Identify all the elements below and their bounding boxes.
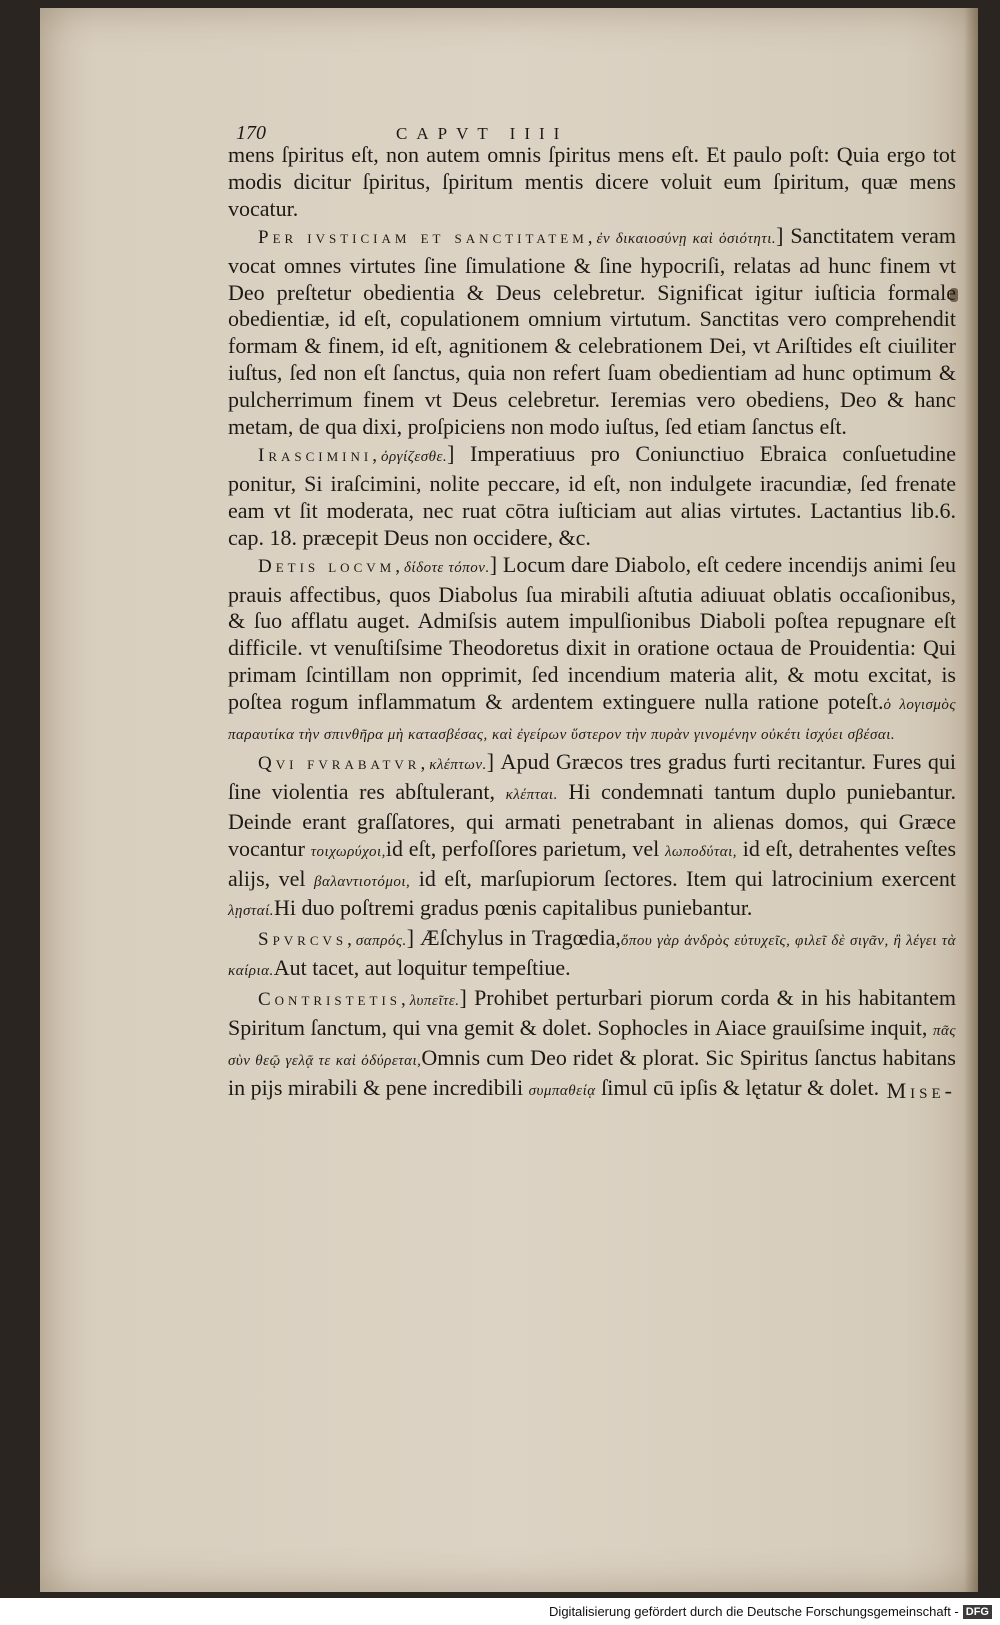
greek-text: λωποδύται, bbox=[664, 843, 738, 860]
footer-text: Digitalisierung gefördert durch die Deutsche Forschungsgemeinschaft - bbox=[549, 1604, 959, 1619]
lemma: Contristetis, bbox=[258, 989, 410, 1011]
greek-text: ἐν δικαιοσύνῃ καὶ ὁσιότητι. bbox=[596, 230, 777, 247]
dfg-logo: DFG bbox=[963, 1605, 992, 1619]
catchword: Mise- bbox=[886, 1077, 956, 1103]
greek-text: συμπαθείᾳ bbox=[528, 1082, 596, 1099]
greek-text: βαλαντιοτόμοι, bbox=[314, 873, 411, 890]
greek-text: σαπρός. bbox=[355, 933, 407, 950]
paragraph-spurcus: Spvrcvs,σαπρός.] Æſchylus in Tragœdia,ὅπου γὰρ ἀνδρὸς εὐτυχεῖς, φιλεῖ δὲ σιγᾶν, ἢ λέγει τὰ καίρια.Aut tacet, aut loquitur tempeſtiue. bbox=[228, 925, 956, 981]
lemma: Per ivsticiam et sanctitatem, bbox=[258, 226, 597, 248]
lemma: Spvrcvs, bbox=[258, 929, 356, 951]
paragraph-qui-furabatur: Qvi fvrabatvr,κλέπτων.] Apud Græcos tres gradus furti recitantur. Fures qui ſine violentia res abſtulerant, κλέπται. Hi condemnati tantum duplo puniebantur. Deinde erant graſſatores, qui armati penetrabant in alienas domos, qui Græce vocantur τοιχωρύχοι,id eſt, perfoſſores parietum, vel λωποδύται, id eſt, detrahentes veſtes alijs, vel βαλαντιοτόμοι, id eſt, marſupiorum ſectores. Item qui latrocinium exercent λῃσταί.Hi duo poſtremi gradus pœnis capitalibus puniebantur. bbox=[228, 748, 957, 921]
lemma: Detis locvm, bbox=[258, 555, 404, 577]
greek-text: κλέπται. bbox=[505, 786, 558, 803]
greek-text: ὀργίζεσθε. bbox=[380, 448, 448, 465]
running-head bbox=[236, 120, 956, 142]
page-edge-shadow bbox=[964, 8, 978, 1592]
greek-text: ὅπου γὰρ ἀνδρὸς εὐτυχεῖς, φιλεῖ δὲ σιγᾶν, ἢ λέγει τὰ καίρια. bbox=[228, 933, 956, 980]
lemma: Irascimini, bbox=[258, 444, 381, 466]
paragraph-irascimini: Irascimini,ὀργίζεσθε.] Imperatiuus pro Coniunctiuo Ebraica conſuetudine ponitur, Si iraſcimini, nolite peccare, id eſt, non indulgete iracundiæ, ſed frenate eam vt ſit moderata, nec ruat cōtra iuſticiam aut alias virtutes. Lactantius lib.6. cap. 18. præcepit Deus non occidere, &c. bbox=[228, 440, 956, 550]
paragraph-contristetis: Contristetis,λυπεῖτε.] Prohibet perturbari piorum corda & in his habitantem Spiritum ſanctum, qui vna gemit & dolet. Sophocles in Aiace grauiſsime inquit, πᾶς σὺν θεῷ γελᾷ τε καὶ ὀδύρεται,Omnis cum Deo ridet & plorat. Sic Spiritus ſanctus habitans in pijs mirabili & pene incredibili συμπαθείᾳ ſimul cū ipſis & lętatur & dolet. bbox=[228, 985, 957, 1100]
paragraph-detis-locum: Detis locvm,δίδοτε τόπον.] Locum dare Diabolo, eſt cedere incendijs animi ſeu prauis affectibus, quos Diabolus ſua mirabili aſtutia adiuuat oblatis occaſionibus, & ſuo afflatu auget. Admiſsis autem impulſionibus Diaboli poſtea repugnare eſt difficile. vt venuſtiſsime Theodoretus dixit in oratione octaua de Prouidentia: Qui primam ſcintillam non opprimit, ſed incendium materia alit, & motu excitat, is poſtea rogum inflammatum & ardentem extinguere nulla ratione poteſt.ὁ λογισμὸς παραυτίκα τὴν σπινθῆρα μὴ κατασβέσας, καὶ ἐγείρων ὕστερον τὴν πυρὰν γινομένην οὐκέτι ἰσχύει σβέσαι. bbox=[228, 551, 957, 744]
greek-text: πᾶς σὺν θεῷ γελᾷ τε καὶ ὀδύρεται, bbox=[228, 1023, 957, 1069]
page-number: 170 bbox=[236, 122, 266, 144]
greek-text: κλέπτων. bbox=[429, 756, 487, 773]
greek-text: δίδοτε τόπον. bbox=[403, 559, 490, 576]
greek-text: λυπεῖτε. bbox=[409, 993, 460, 1010]
greek-text: λῃσταί. bbox=[228, 903, 274, 920]
greek-text: τοιχωρύχοι, bbox=[310, 843, 386, 860]
paragraph-continuation: mens ſpiritus eſt, non autem omnis ſpiritus mens eſt. Et paulo poſt: Quia ergo tot modis dicitur ſpiritus, ſpiritum mentis dicere voluit eum ſpiritum, quæ mens vocatur. bbox=[228, 142, 956, 221]
text-block bbox=[228, 120, 956, 1105]
running-title: CAPVT IIII bbox=[396, 124, 569, 143]
greek-text: ὁ λογισμὸς παραυτίκα τὴν σπινθῆρα μὴ κατασβέσας, καὶ ἐγείρων ὕστερον τὴν πυρὰν γινομένην οὐκέτι ἰσχύει σβέσαι. bbox=[228, 697, 956, 744]
lemma: Qvi fvrabatvr, bbox=[258, 752, 430, 774]
paragraph-iusticiam: Per ivsticiam et sanctitatem,ἐν δικαιοσύνῃ καὶ ὁσιότητι.] Sanctitatem veram vocat omnes virtutes ſine ſimulatione & ſine hypocriſi, relatas ad hunc finem vt Deo preſtetur obedientia & Deus celebretur. Significat igitur iuſticia formale obedientiæ, id eſt, copulationem omnium virtutum. Sanctitas vero comprehendit formam & finem, id eſt, agnitionem & celebrationem Dei, vt Ariſtides eſt ciuiliter iuſtus, ſed non eſt ſanctus, quia non refert ſuam obedientiam ad hunc optimum & pulcherrimum finem vt Deus celebretur. Ieremias vero obediens, Deo & hanc metam, de qua dixi, proſpiciens non modo iuſtus, ſed etiam ſanctus eſt. bbox=[228, 222, 956, 440]
digitization-footer bbox=[0, 1598, 1000, 1625]
